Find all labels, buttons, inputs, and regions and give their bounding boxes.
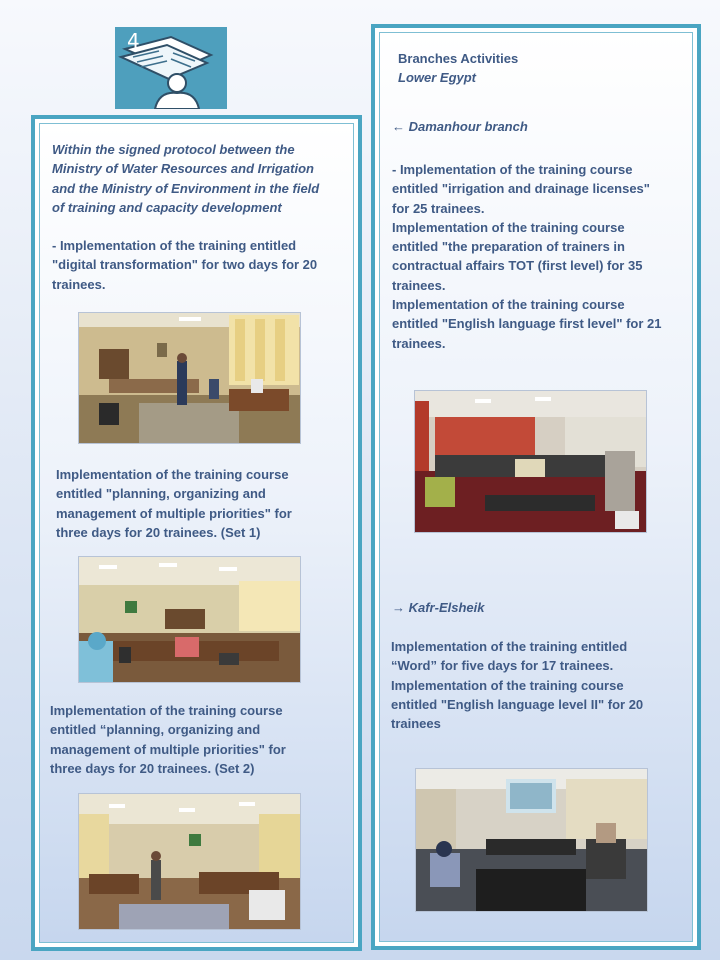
kafr-elsheik-training-photo	[415, 768, 648, 912]
item-planning-set2: Implementation of the training course entitled “planning, organizing and management of multiple priorities" for three days for 20 trainees. (Set 2)	[50, 703, 286, 776]
branches-header	[398, 49, 518, 87]
region-subtitle: Lower Egypt	[398, 70, 477, 85]
item-planning-set1: Implementation of the training course entitled "planning, organizing and management of multiple priorities" for three days for 20 trainees. (Set 1)	[56, 467, 292, 540]
badge-number: 4	[127, 29, 140, 53]
damanhour-training-photo	[414, 390, 647, 533]
training-room-photo-3	[78, 793, 301, 930]
branch-heading-kafr-elsheik: → Kafr-Elsheik	[392, 600, 485, 615]
training-room-photo-1	[78, 312, 301, 444]
branches-title: Branches Activities	[398, 51, 519, 66]
protocol-intro: Within the signed protocol between the Ministry of Water Resources and Irrigation and the Ministry of Environment in the field of training and capacity development	[52, 142, 320, 215]
branch-heading-damanhour: ← Damanhour branch	[392, 119, 528, 134]
item-digital-transformation: - Implementation of the training entitled "digital transformation" for two days for 20 trainees.	[52, 238, 318, 292]
kafr-elsheik-activities: Implementation of the training entitled “Word” for five days for 17 trainees. Implementation of the training course entitled "English language level II" for 20 trainees	[391, 639, 644, 732]
damanhour-activities: - Implementation of the training course entitled "irrigation and drainage licenses" for 25 trainees. Implementation of the training course entitled "the preparation of trainers in contractual affairs TOT (first level) for 35 trainees. Implementation of the training course entitled "English language first level" for 21 trainees.	[392, 162, 662, 351]
newspaper-reader-icon	[115, 27, 227, 109]
training-room-photo-2	[78, 556, 301, 683]
